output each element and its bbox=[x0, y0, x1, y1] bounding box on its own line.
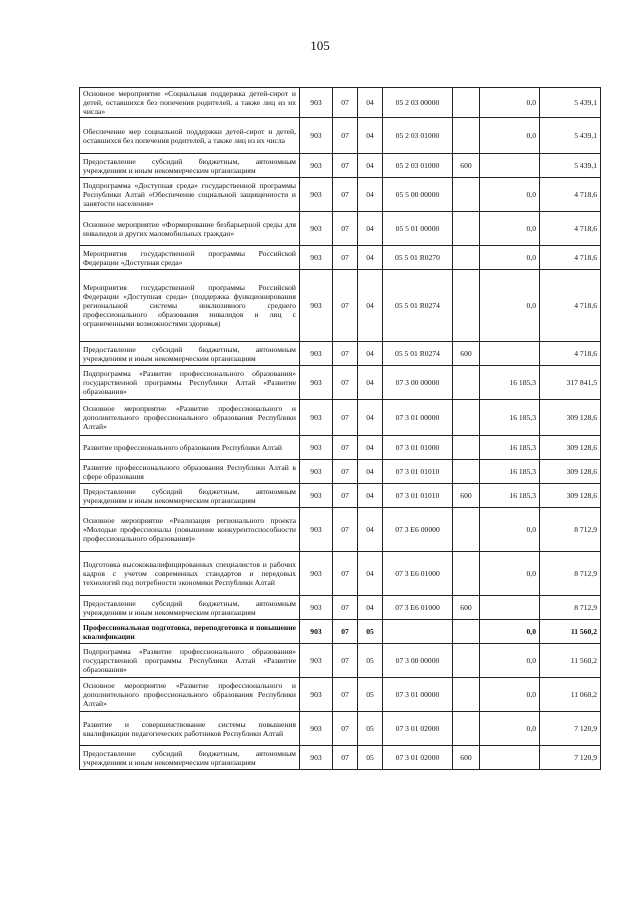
cell-subsection: 04 bbox=[358, 436, 383, 460]
cell-admin-code: 903 bbox=[300, 366, 333, 400]
cell-subsection: 04 bbox=[358, 484, 383, 508]
cell-description: Предоставление субсидий бюджетным, автономным учреждениям и иным некоммерческим организациям bbox=[80, 746, 300, 770]
cell-subsection: 05 bbox=[358, 746, 383, 770]
cell-amount-total: 4 718,6 bbox=[540, 212, 601, 246]
cell-admin-code: 903 bbox=[300, 484, 333, 508]
cell-target-article: 07 3 01 01010 bbox=[383, 460, 453, 484]
cell-description: Мероприятия государственной программы Российской Федерации «Доступная среда» bbox=[80, 246, 300, 270]
cell-target-article: 07 3 01 02000 bbox=[383, 746, 453, 770]
cell-description: Профессиональная подготовка, переподготовка и повышение квалификации bbox=[80, 620, 300, 644]
table-row bbox=[80, 436, 601, 460]
cell-amount-federal: 16 185,3 bbox=[480, 366, 540, 400]
cell-target-article: 07 3 01 02000 bbox=[383, 712, 453, 746]
cell-section: 07 bbox=[333, 212, 358, 246]
cell-amount-federal: 0,0 bbox=[480, 508, 540, 552]
cell-description: Предоставление субсидий бюджетным, автономным учреждениям и иным некоммерческим организациям bbox=[80, 596, 300, 620]
cell-section: 07 bbox=[333, 746, 358, 770]
cell-description: Основное мероприятие «Реализация регионального проекта «Молодые профессионалы (повышение конкурентоспособности профессионального образования)» bbox=[80, 508, 300, 552]
cell-amount-total: 309 128,6 bbox=[540, 400, 601, 436]
cell-description: Предоставление субсидий бюджетным, автономным учреждениям и иным некоммерческим организациям bbox=[80, 342, 300, 366]
cell-section: 07 bbox=[333, 400, 358, 436]
cell-target-article: 07 3 01 01010 bbox=[383, 484, 453, 508]
cell-target-article: 07 3 E6 00000 bbox=[383, 508, 453, 552]
cell-amount-federal: 0,0 bbox=[480, 118, 540, 154]
cell-target-article: 05 5 01 00000 bbox=[383, 212, 453, 246]
cell-amount-federal: 16 185,3 bbox=[480, 484, 540, 508]
cell-amount-federal: 0,0 bbox=[480, 712, 540, 746]
cell-description: Развитие и совершенствование системы повышения квалификации педагогических работников Республики Алтай bbox=[80, 712, 300, 746]
cell-expense-type: 600 bbox=[453, 342, 480, 366]
cell-description: Основное мероприятие «Развитие профессионального и дополнительного профессионального образования Республики Алтай» bbox=[80, 678, 300, 712]
cell-amount-total: 4 718,6 bbox=[540, 246, 601, 270]
cell-subsection: 04 bbox=[358, 118, 383, 154]
cell-expense-type: 600 bbox=[453, 154, 480, 178]
cell-admin-code: 903 bbox=[300, 212, 333, 246]
cell-target-article: 05 2 03 01000 bbox=[383, 154, 453, 178]
table-row bbox=[80, 366, 601, 400]
cell-expense-type: 600 bbox=[453, 484, 480, 508]
table-row bbox=[80, 620, 601, 644]
cell-expense-type bbox=[453, 644, 480, 678]
cell-target-article: 07 3 E6 01000 bbox=[383, 596, 453, 620]
cell-description: Мероприятия государственной программы Российской Федерации «Доступная среда» (поддержка функционирования региональной системы инклюзивного среднего профессионального образования инвалидов и лиц с ограниченными возможностями здоровья) bbox=[80, 270, 300, 342]
cell-expense-type bbox=[453, 436, 480, 460]
cell-admin-code: 903 bbox=[300, 270, 333, 342]
cell-expense-type bbox=[453, 366, 480, 400]
cell-subsection: 04 bbox=[358, 366, 383, 400]
cell-subsection: 04 bbox=[358, 400, 383, 436]
cell-admin-code: 903 bbox=[300, 88, 333, 118]
cell-section: 07 bbox=[333, 460, 358, 484]
cell-amount-federal bbox=[480, 342, 540, 366]
table-row bbox=[80, 88, 601, 118]
cell-amount-federal: 0,0 bbox=[480, 644, 540, 678]
cell-expense-type bbox=[453, 118, 480, 154]
table-row bbox=[80, 484, 601, 508]
cell-subsection: 04 bbox=[358, 460, 383, 484]
cell-amount-total: 8 712,9 bbox=[540, 508, 601, 552]
cell-subsection: 05 bbox=[358, 678, 383, 712]
cell-target-article: 07 3 00 00000 bbox=[383, 366, 453, 400]
cell-section: 07 bbox=[333, 178, 358, 212]
cell-amount-total: 8 712,9 bbox=[540, 552, 601, 596]
cell-amount-total: 7 120,9 bbox=[540, 712, 601, 746]
cell-admin-code: 903 bbox=[300, 620, 333, 644]
cell-subsection: 05 bbox=[358, 644, 383, 678]
cell-amount-total: 309 128,6 bbox=[540, 460, 601, 484]
cell-expense-type bbox=[453, 552, 480, 596]
cell-amount-federal: 0,0 bbox=[480, 178, 540, 212]
cell-admin-code: 903 bbox=[300, 154, 333, 178]
cell-admin-code: 903 bbox=[300, 400, 333, 436]
cell-admin-code: 903 bbox=[300, 118, 333, 154]
cell-expense-type bbox=[453, 460, 480, 484]
table-row bbox=[80, 508, 601, 552]
table-row bbox=[80, 596, 601, 620]
cell-section: 07 bbox=[333, 678, 358, 712]
cell-subsection: 04 bbox=[358, 596, 383, 620]
cell-expense-type bbox=[453, 212, 480, 246]
cell-description: Подготовка высококвалифицированных специалистов и рабочих кадров с учетом современных стандартов и передовых технологий под потребности экономики Республики Алтай bbox=[80, 552, 300, 596]
cell-target-article: 05 2 03 01000 bbox=[383, 118, 453, 154]
cell-section: 07 bbox=[333, 118, 358, 154]
cell-amount-federal: 0,0 bbox=[480, 620, 540, 644]
cell-description: Подпрограмма «Доступная среда» государственной программы Республики Алтай «Обеспечение социальной защищенности и занятости населения» bbox=[80, 178, 300, 212]
cell-section: 07 bbox=[333, 270, 358, 342]
cell-section: 07 bbox=[333, 154, 358, 178]
cell-target-article: 05 5 01 R0274 bbox=[383, 342, 453, 366]
cell-admin-code: 903 bbox=[300, 436, 333, 460]
cell-description: Основное мероприятие «Социальная поддержка детей-сирот и детей, оставшихся без попечения родителей, а также лиц из их числа» bbox=[80, 88, 300, 118]
cell-amount-total: 11 560,2 bbox=[540, 620, 601, 644]
cell-amount-federal: 0,0 bbox=[480, 246, 540, 270]
cell-expense-type bbox=[453, 400, 480, 436]
cell-target-article: 07 3 01 00000 bbox=[383, 400, 453, 436]
cell-expense-type: 600 bbox=[453, 746, 480, 770]
cell-target-article: 05 2 03 00000 bbox=[383, 88, 453, 118]
cell-admin-code: 903 bbox=[300, 596, 333, 620]
cell-target-article: 05 5 01 R0270 bbox=[383, 246, 453, 270]
cell-amount-federal: 0,0 bbox=[480, 552, 540, 596]
page-number: 105 bbox=[310, 38, 330, 53]
cell-section: 07 bbox=[333, 88, 358, 118]
cell-description: Развитие профессионального образования Республики Алтай bbox=[80, 436, 300, 460]
table-row bbox=[80, 270, 601, 342]
table-row bbox=[80, 552, 601, 596]
cell-admin-code: 903 bbox=[300, 460, 333, 484]
cell-amount-federal bbox=[480, 154, 540, 178]
cell-description: Основное мероприятие «Развитие профессионального и дополнительного профессионального образования Республики Алтай» bbox=[80, 400, 300, 436]
cell-expense-type bbox=[453, 270, 480, 342]
cell-target-article: 07 3 00 00000 bbox=[383, 644, 453, 678]
cell-expense-type bbox=[453, 88, 480, 118]
cell-admin-code: 903 bbox=[300, 552, 333, 596]
cell-admin-code: 903 bbox=[300, 678, 333, 712]
cell-target-article: 05 5 01 R0274 bbox=[383, 270, 453, 342]
cell-expense-type bbox=[453, 246, 480, 270]
cell-subsection: 04 bbox=[358, 212, 383, 246]
cell-description: Предоставление субсидий бюджетным, автономным учреждениям и иным некоммерческим организациям bbox=[80, 484, 300, 508]
cell-admin-code: 903 bbox=[300, 508, 333, 552]
cell-amount-total: 4 718,6 bbox=[540, 342, 601, 366]
table-row bbox=[80, 460, 601, 484]
cell-amount-total: 5 439,1 bbox=[540, 88, 601, 118]
cell-description: Подпрограмма «Развитие профессионального образования» государственной программы Республики Алтай «Развитие образования» bbox=[80, 366, 300, 400]
cell-target-article: 07 3 E6 01000 bbox=[383, 552, 453, 596]
cell-section: 07 bbox=[333, 436, 358, 460]
cell-target-article: 07 3 01 00000 bbox=[383, 678, 453, 712]
cell-expense-type bbox=[453, 178, 480, 212]
cell-section: 07 bbox=[333, 484, 358, 508]
table-row bbox=[80, 212, 601, 246]
cell-section: 07 bbox=[333, 596, 358, 620]
table-row bbox=[80, 678, 601, 712]
cell-expense-type bbox=[453, 712, 480, 746]
cell-amount-federal: 0,0 bbox=[480, 212, 540, 246]
cell-expense-type bbox=[453, 678, 480, 712]
table-row bbox=[80, 118, 601, 154]
cell-amount-total: 11 560,2 bbox=[540, 644, 601, 678]
cell-subsection: 04 bbox=[358, 154, 383, 178]
cell-section: 07 bbox=[333, 552, 358, 596]
cell-admin-code: 903 bbox=[300, 644, 333, 678]
cell-section: 07 bbox=[333, 644, 358, 678]
cell-amount-total: 4 718,6 bbox=[540, 270, 601, 342]
cell-target-article bbox=[383, 620, 453, 644]
cell-amount-total: 4 718,6 bbox=[540, 178, 601, 212]
cell-amount-total: 7 120,9 bbox=[540, 746, 601, 770]
cell-subsection: 04 bbox=[358, 178, 383, 212]
cell-amount-federal: 16 185,3 bbox=[480, 460, 540, 484]
cell-amount-federal: 0,0 bbox=[480, 270, 540, 342]
cell-admin-code: 903 bbox=[300, 342, 333, 366]
cell-amount-total: 5 439,1 bbox=[540, 154, 601, 178]
cell-subsection: 04 bbox=[358, 342, 383, 366]
cell-subsection: 04 bbox=[358, 270, 383, 342]
cell-subsection: 04 bbox=[358, 246, 383, 270]
cell-amount-federal bbox=[480, 746, 540, 770]
table-row bbox=[80, 400, 601, 436]
table-row bbox=[80, 746, 601, 770]
cell-subsection: 04 bbox=[358, 552, 383, 596]
cell-description: Развитие профессионального образования Республики Алтай в сфере образования bbox=[80, 460, 300, 484]
table-row bbox=[80, 644, 601, 678]
cell-section: 07 bbox=[333, 246, 358, 270]
cell-amount-federal bbox=[480, 596, 540, 620]
table-row bbox=[80, 712, 601, 746]
cell-subsection: 04 bbox=[358, 508, 383, 552]
cell-section: 07 bbox=[333, 366, 358, 400]
cell-expense-type bbox=[453, 508, 480, 552]
cell-amount-total: 5 439,1 bbox=[540, 118, 601, 154]
table-row bbox=[80, 246, 601, 270]
cell-subsection: 04 bbox=[358, 88, 383, 118]
table-row bbox=[80, 342, 601, 366]
cell-description: Основное мероприятие «Формирование безбарьерной среды для инвалидов и других маломобильных граждан» bbox=[80, 212, 300, 246]
cell-section: 07 bbox=[333, 342, 358, 366]
cell-amount-total: 8 712,9 bbox=[540, 596, 601, 620]
cell-amount-federal: 0,0 bbox=[480, 88, 540, 118]
cell-amount-federal: 0,0 bbox=[480, 678, 540, 712]
cell-subsection: 05 bbox=[358, 712, 383, 746]
cell-admin-code: 903 bbox=[300, 246, 333, 270]
budget-table bbox=[79, 87, 601, 770]
cell-amount-total: 309 128,6 bbox=[540, 436, 601, 460]
cell-section: 07 bbox=[333, 620, 358, 644]
cell-target-article: 05 5 00 00000 bbox=[383, 178, 453, 212]
cell-subsection: 05 bbox=[358, 620, 383, 644]
table-row bbox=[80, 178, 601, 212]
cell-expense-type bbox=[453, 620, 480, 644]
cell-admin-code: 903 bbox=[300, 712, 333, 746]
cell-amount-total: 309 128,6 bbox=[540, 484, 601, 508]
cell-expense-type: 600 bbox=[453, 596, 480, 620]
cell-description: Подпрограмма «Развитие профессионального образования» государственной программы Республики Алтай «Развитие образования» bbox=[80, 644, 300, 678]
cell-admin-code: 903 bbox=[300, 178, 333, 212]
cell-section: 07 bbox=[333, 508, 358, 552]
cell-section: 07 bbox=[333, 712, 358, 746]
cell-description: Предоставление субсидий бюджетным, автономным учреждениям и иным некоммерческим организациям bbox=[80, 154, 300, 178]
cell-amount-total: 11 060,2 bbox=[540, 678, 601, 712]
cell-amount-total: 317 841,5 bbox=[540, 366, 601, 400]
cell-amount-federal: 16 185,3 bbox=[480, 400, 540, 436]
table-body bbox=[80, 88, 601, 770]
table-row bbox=[80, 154, 601, 178]
cell-target-article: 07 3 01 01000 bbox=[383, 436, 453, 460]
cell-admin-code: 903 bbox=[300, 746, 333, 770]
cell-amount-federal: 16 185,3 bbox=[480, 436, 540, 460]
cell-description: Обеспечение мер социальной поддержки детей-сирот и детей, оставшихся без попечения родителей, а также лиц из их числа bbox=[80, 118, 300, 154]
